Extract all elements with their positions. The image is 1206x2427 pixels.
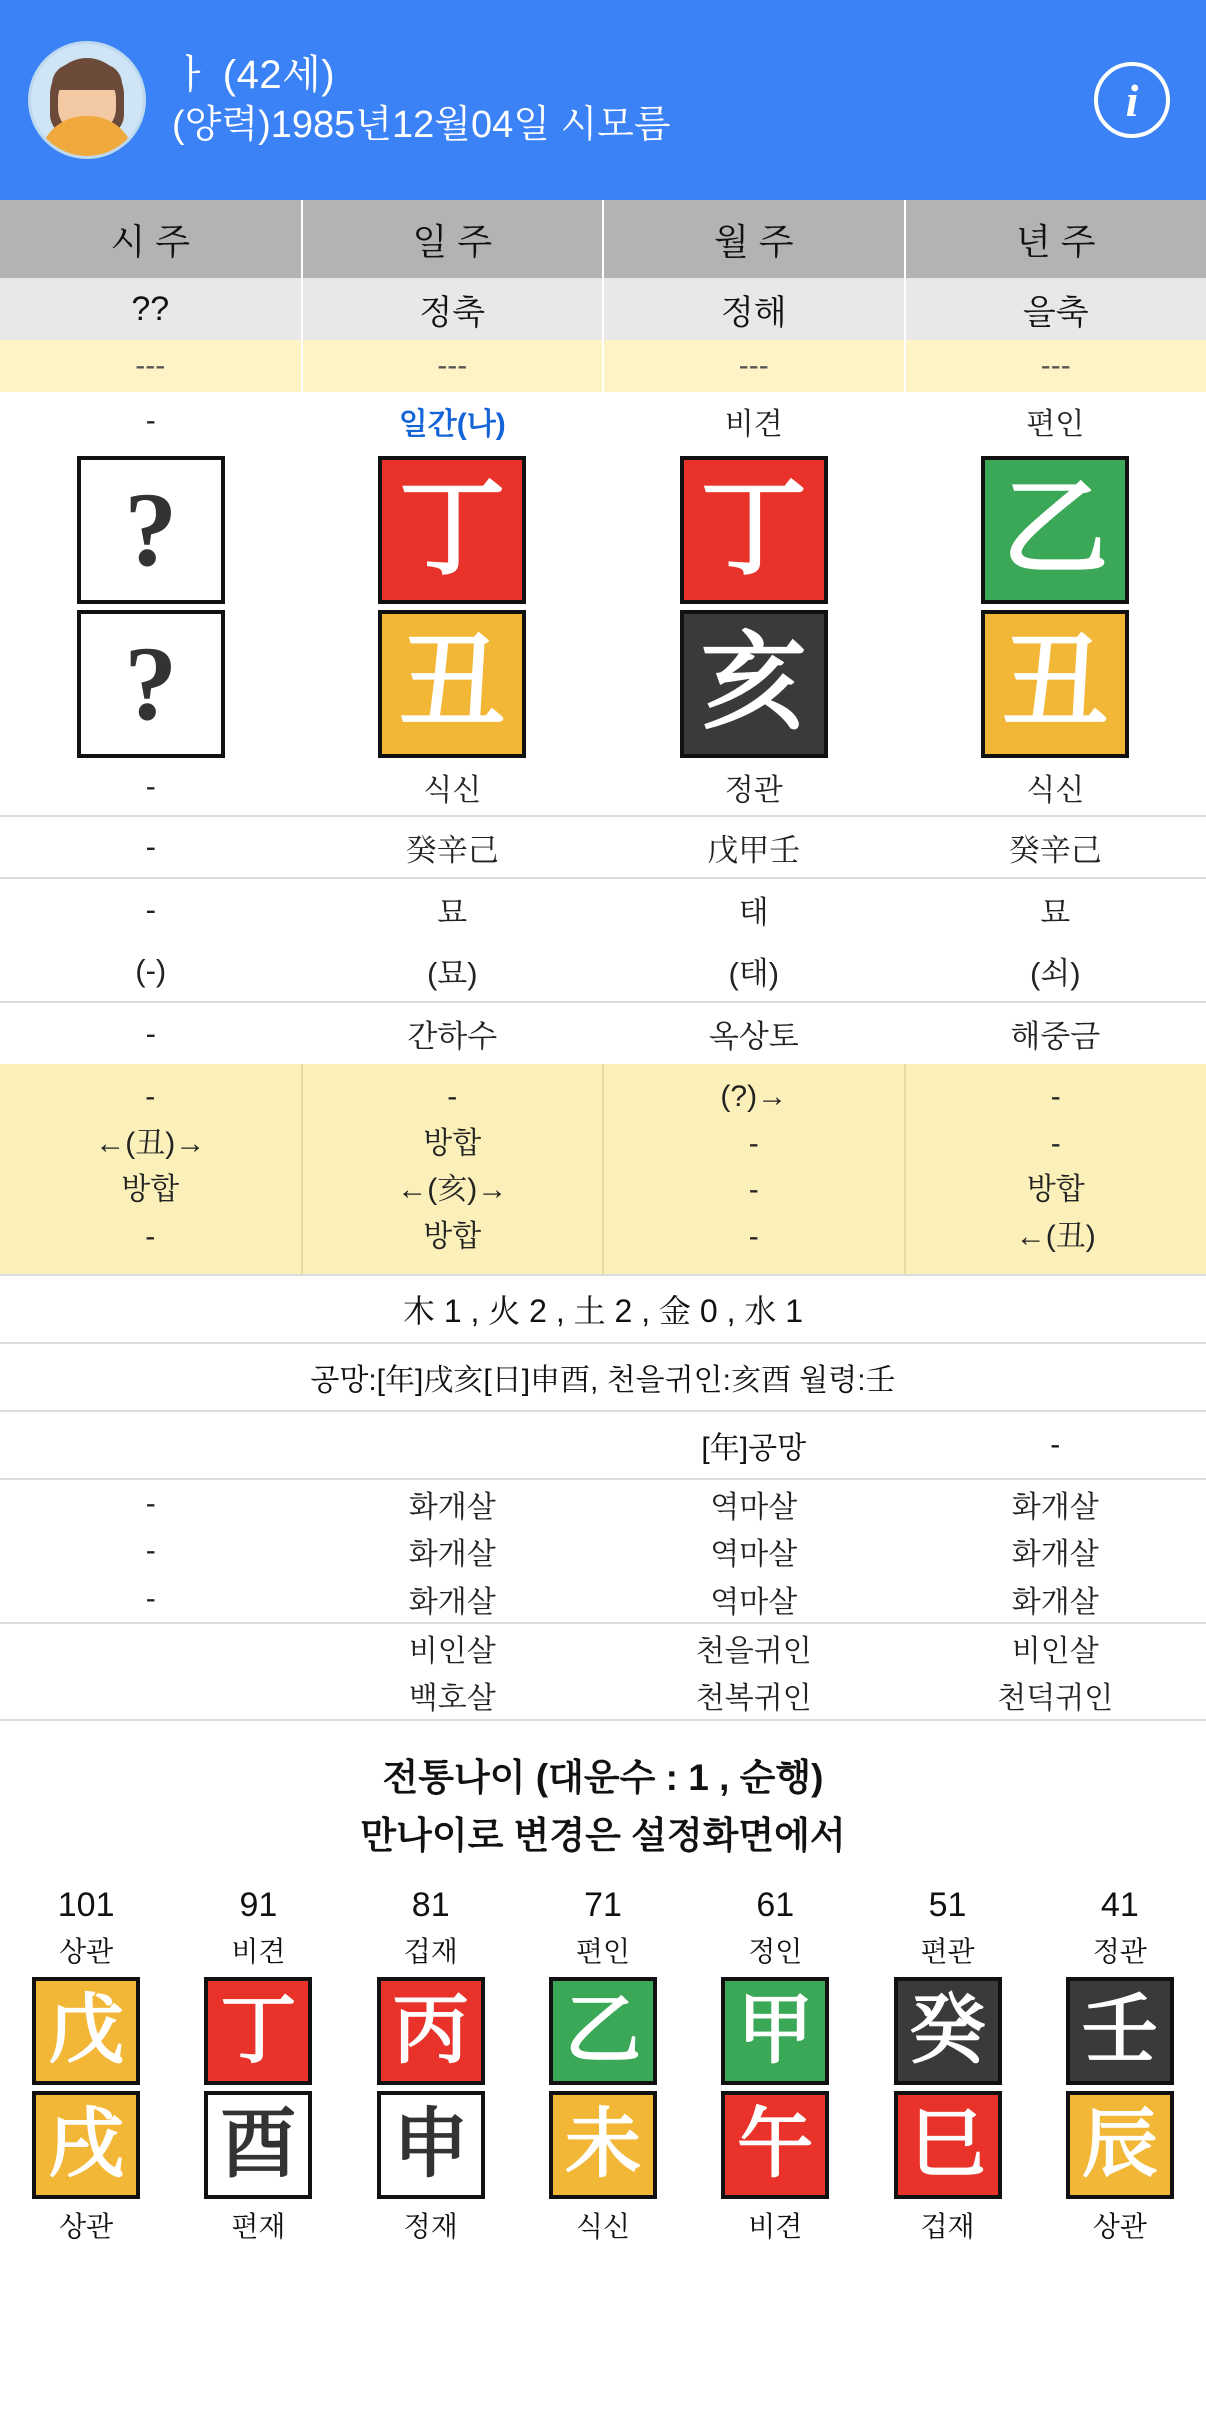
daeun-age-1[interactable]: 91 — [172, 1881, 344, 1929]
daeun-age-row — [0, 1881, 1206, 1929]
dash-year: --- — [905, 340, 1206, 392]
gongmang-cells-row — [0, 1411, 1206, 1479]
hap-month-4: - — [748, 1219, 759, 1253]
hap-month-2: - — [748, 1126, 759, 1160]
daeun-branch-glyph-6: 辰 — [1066, 2091, 1174, 2199]
sinsal-row-1 — [0, 1479, 1206, 1527]
hap-cell-month — [603, 1064, 905, 1274]
daeun-age-0[interactable]: 101 — [0, 1881, 172, 1929]
sinsal-2-year: 화개살 — [905, 1527, 1206, 1575]
branch-cell-year[interactable] — [905, 604, 1206, 758]
branch-glyph-hour: ? — [77, 610, 225, 758]
branch-glyph-day: 丑 — [378, 610, 526, 758]
daeun-age-2[interactable]: 81 — [345, 1881, 517, 1929]
user-avatar-icon — [28, 41, 146, 159]
hap-month-1: (?)→ — [720, 1080, 788, 1113]
info-icon[interactable]: i — [1094, 62, 1170, 138]
daeun-stem-glyph-2: 丙 — [377, 1977, 485, 2085]
daeun-stem-cell-4[interactable] — [689, 1971, 861, 2085]
daeun-stem-cell-1[interactable] — [172, 1971, 344, 2085]
guiin-row-2 — [0, 1671, 1206, 1719]
guiin-1-year: 비인살 — [905, 1623, 1206, 1671]
hap-table — [0, 1064, 1206, 1274]
daeun-branch-glyph-1: 酉 — [204, 2091, 312, 2199]
hap-cell-hour — [0, 1064, 302, 1274]
daeun-branch-glyph-5: 巳 — [894, 2091, 1002, 2199]
stem-glyph-hour: ? — [77, 456, 225, 604]
five-elements-row — [0, 1275, 1206, 1343]
twelve-stage-year: 묘 — [905, 878, 1206, 940]
stem-glyph-month: 丁 — [680, 456, 828, 604]
pillar-name-hour: ?? — [0, 278, 302, 340]
branch-glyph-year: 丑 — [981, 610, 1129, 758]
guiin-row-1 — [0, 1623, 1206, 1671]
daeun-stem-cell-2[interactable] — [345, 1971, 517, 2085]
guiin-2-day: 백호살 — [302, 1671, 604, 1719]
daeun-bottom-god-0: 상관 — [0, 2199, 172, 2245]
daeun-stem-glyph-3: 乙 — [549, 1977, 657, 2085]
pillar-name-year: 을축 — [905, 278, 1206, 340]
daeun-title — [0, 1719, 1206, 1869]
hidden-stem-hour: - — [0, 816, 302, 878]
sinsal-1-year: 화개살 — [905, 1479, 1206, 1527]
daeun-branch-cell-3[interactable] — [517, 2085, 689, 2199]
heavenly-stem-row — [0, 450, 1206, 604]
daeun-stem-glyph-1: 丁 — [204, 1977, 312, 2085]
gongmang-year: - — [905, 1411, 1206, 1479]
sinsal-3-hour: - — [0, 1575, 302, 1623]
pillar-header-year: 년 주 — [905, 200, 1206, 278]
daeun-god-1: 비견 — [172, 1929, 344, 1971]
stem-glyph-day: 丁 — [378, 456, 526, 604]
pillar-name-month: 정해 — [603, 278, 905, 340]
daeun-bottom-god-4: 비견 — [689, 2199, 861, 2245]
napeum-year: 해중금 — [905, 1002, 1206, 1064]
daeun-stem-cell-5[interactable] — [861, 1971, 1033, 2085]
twelve-stage-sub-month: (태) — [603, 940, 905, 1002]
guiin-1-hour — [0, 1623, 302, 1671]
saju-table — [0, 200, 1206, 1064]
hap-hour-4: - — [145, 1219, 156, 1253]
daeun-stem-cell-6[interactable] — [1034, 1971, 1206, 2085]
gongmang-month: [年]공망 — [603, 1411, 905, 1479]
hap-year-2: - — [1050, 1126, 1061, 1160]
daeun-age-3[interactable]: 71 — [517, 1881, 689, 1929]
daeun-stem-cell-0[interactable] — [0, 1971, 172, 2085]
daeun-age-6[interactable]: 41 — [1034, 1881, 1206, 1929]
daeun-bottom-god-2: 정재 — [345, 2199, 517, 2245]
daeun-branch-cell-1[interactable] — [172, 2085, 344, 2199]
profile-text — [172, 50, 671, 150]
napeum-day: 간하수 — [302, 1002, 604, 1064]
ten-god-bottom-year: 식신 — [905, 758, 1206, 816]
guiin-2-month: 천복귀인 — [603, 1671, 905, 1719]
daeun-stem-glyph-5: 癸 — [894, 1977, 1002, 2085]
sinsal-1-month: 역마살 — [603, 1479, 905, 1527]
daeun-branch-cell-6[interactable] — [1034, 2085, 1206, 2199]
hap-cell-year — [905, 1064, 1206, 1274]
hap-row — [0, 1064, 1206, 1274]
dash-row — [0, 340, 1206, 392]
pillar-header-day: 일 주 — [302, 200, 604, 278]
daeun-god-4: 정인 — [689, 1929, 861, 1971]
napeum-month: 옥상토 — [603, 1002, 905, 1064]
profile-header — [0, 0, 1206, 200]
twelve-stage-sub-day: (묘) — [302, 940, 604, 1002]
daeun-branch-glyph-0: 戌 — [32, 2091, 140, 2199]
stem-cell-month[interactable] — [603, 450, 905, 604]
stem-cell-year[interactable] — [905, 450, 1206, 604]
daeun-branch-cell-0[interactable] — [0, 2085, 172, 2199]
twelve-stage-month: 태 — [603, 878, 905, 940]
stem-glyph-year: 乙 — [981, 456, 1129, 604]
branch-cell-month[interactable] — [603, 604, 905, 758]
hap-hour-3: 방합 — [121, 1173, 180, 1206]
sinsal-2-hour: - — [0, 1527, 302, 1575]
hap-month-3: - — [748, 1173, 759, 1206]
hap-cell-day — [302, 1064, 604, 1274]
gongmang-day — [302, 1411, 604, 1479]
sinsal-2-day: 화개살 — [302, 1527, 604, 1575]
branch-cell-hour[interactable] — [0, 604, 302, 758]
guiin-1-month: 천을귀인 — [603, 1623, 905, 1671]
twelve-stage-row — [0, 878, 1206, 940]
guiin-2-year: 천덕귀인 — [905, 1671, 1206, 1719]
twelve-stage-day: 묘 — [302, 878, 604, 940]
daeun-age-4[interactable]: 61 — [689, 1881, 861, 1929]
guiin-2-hour — [0, 1671, 302, 1719]
hap-year-4: ←(丑) — [1015, 1219, 1096, 1253]
hap-day-2: 방합 — [423, 1126, 482, 1160]
daeun-bottom-god-3: 식신 — [517, 2199, 689, 2245]
daeun-god-5: 편관 — [861, 1929, 1033, 1971]
gongmang-hour — [0, 1411, 302, 1479]
dash-month: --- — [603, 340, 905, 392]
daeun-bottom-god-6: 상관 — [1034, 2199, 1206, 2245]
pillar-name-row — [0, 278, 1206, 340]
twelve-stage-sub-hour: (-) — [0, 940, 302, 1002]
hidden-stem-day: 癸辛己 — [302, 816, 604, 878]
profile-birth: (양력)1985년12월04일 시모름 — [172, 104, 671, 147]
gongmang-row — [0, 1343, 1206, 1411]
sinsal-row-2 — [0, 1527, 1206, 1575]
branch-cell-day[interactable] — [302, 604, 604, 758]
daeun-bottom-god-1: 편재 — [172, 2199, 344, 2245]
ten-god-top-hour: - — [0, 392, 302, 450]
daeun-age-5[interactable]: 51 — [861, 1881, 1033, 1929]
twelve-stage-sub-row — [0, 940, 1206, 1002]
daeun-stem-glyph-4: 甲 — [721, 1977, 829, 2085]
daeun-title-line2: 만나이로 변경은 설정화면에서 — [360, 1815, 846, 1856]
daeun-branch-cell-5[interactable] — [861, 2085, 1033, 2199]
ten-god-bottom-row — [0, 758, 1206, 816]
pillar-header-month: 월 주 — [603, 200, 905, 278]
daeun-stem-glyph-6: 壬 — [1066, 1977, 1174, 2085]
ten-god-bottom-month: 정관 — [603, 758, 905, 816]
hap-year-3: 방합 — [1026, 1173, 1085, 1206]
sinsal-1-hour: - — [0, 1479, 302, 1527]
pillar-name-day: 정축 — [302, 278, 604, 340]
ten-god-bottom-day: 식신 — [302, 758, 604, 816]
daeun-god-row — [0, 1929, 1206, 1971]
five-elements-text: 木 1 , 火 2 , 土 2 , 金 0 , 水 1 — [0, 1275, 1206, 1343]
daeun-branch-row — [0, 2085, 1206, 2199]
ten-god-bottom-hour: - — [0, 758, 302, 816]
hap-hour-1: - — [145, 1080, 156, 1113]
hidden-stem-year: 癸辛己 — [905, 816, 1206, 878]
stem-cell-day[interactable] — [302, 450, 604, 604]
twelve-stage-sub-year: (쇠) — [905, 940, 1206, 1002]
daeun-stem-glyph-0: 戊 — [32, 1977, 140, 2085]
hap-day-1: - — [447, 1080, 458, 1113]
daeun-table — [0, 1881, 1206, 2245]
daeun-title-line1: 전통나이 (대운수 : 1 , 순행) — [382, 1757, 824, 1798]
daeun-god-3: 편인 — [517, 1929, 689, 1971]
sinsal-3-month: 역마살 — [603, 1575, 905, 1623]
branch-glyph-month: 亥 — [680, 610, 828, 758]
guiin-1-day: 비인살 — [302, 1623, 604, 1671]
ten-god-top-row — [0, 392, 1206, 450]
gongmang-text: 공망:[年]戌亥[日]申酉, 천을귀인:亥酉 월령:壬 — [0, 1343, 1206, 1411]
daeun-god-2: 겁재 — [345, 1929, 517, 1971]
hap-day-4: 방합 — [423, 1219, 482, 1253]
daeun-bottom-god-row — [0, 2199, 1206, 2245]
ten-god-top-month: 비견 — [603, 392, 905, 450]
dash-hour: --- — [0, 340, 302, 392]
napeum-hour: - — [0, 1002, 302, 1064]
daeun-bottom-god-5: 겁재 — [861, 2199, 1033, 2245]
daeun-god-6: 정관 — [1034, 1929, 1206, 1971]
daeun-god-0: 상관 — [0, 1929, 172, 1971]
sinsal-1-day: 화개살 — [302, 1479, 604, 1527]
ten-god-top-day: 일간(나) — [302, 392, 604, 450]
sinsal-2-month: 역마살 — [603, 1527, 905, 1575]
pillar-header-row — [0, 200, 1206, 278]
dash-day: --- — [302, 340, 604, 392]
summary-table — [0, 1274, 1206, 1719]
twelve-stage-hour: - — [0, 878, 302, 940]
hidden-stem-row — [0, 816, 1206, 878]
pillar-header-hour: 시 주 — [0, 200, 302, 278]
daeun-branch-glyph-3: 未 — [549, 2091, 657, 2199]
hap-year-1: - — [1050, 1080, 1061, 1113]
ten-god-top-year: 편인 — [905, 392, 1206, 450]
napeum-row — [0, 1002, 1206, 1064]
daeun-branch-cell-4[interactable] — [689, 2085, 861, 2199]
sinsal-row-3 — [0, 1575, 1206, 1623]
daeun-stem-row — [0, 1971, 1206, 2085]
hap-day-3: ←(亥)→ — [397, 1173, 508, 1206]
daeun-branch-cell-2[interactable] — [345, 2085, 517, 2199]
sinsal-3-day: 화개살 — [302, 1575, 604, 1623]
hidden-stem-month: 戊甲壬 — [603, 816, 905, 878]
daeun-branch-glyph-4: 午 — [721, 2091, 829, 2199]
stem-cell-hour[interactable] — [0, 450, 302, 604]
sinsal-3-year: 화개살 — [905, 1575, 1206, 1623]
daeun-branch-glyph-2: 申 — [377, 2091, 485, 2199]
profile-name: ㅏ (42세) — [172, 53, 336, 98]
hap-hour-2: ←(丑)→ — [95, 1126, 206, 1160]
daeun-stem-cell-3[interactable] — [517, 1971, 689, 2085]
earthly-branch-row — [0, 604, 1206, 758]
